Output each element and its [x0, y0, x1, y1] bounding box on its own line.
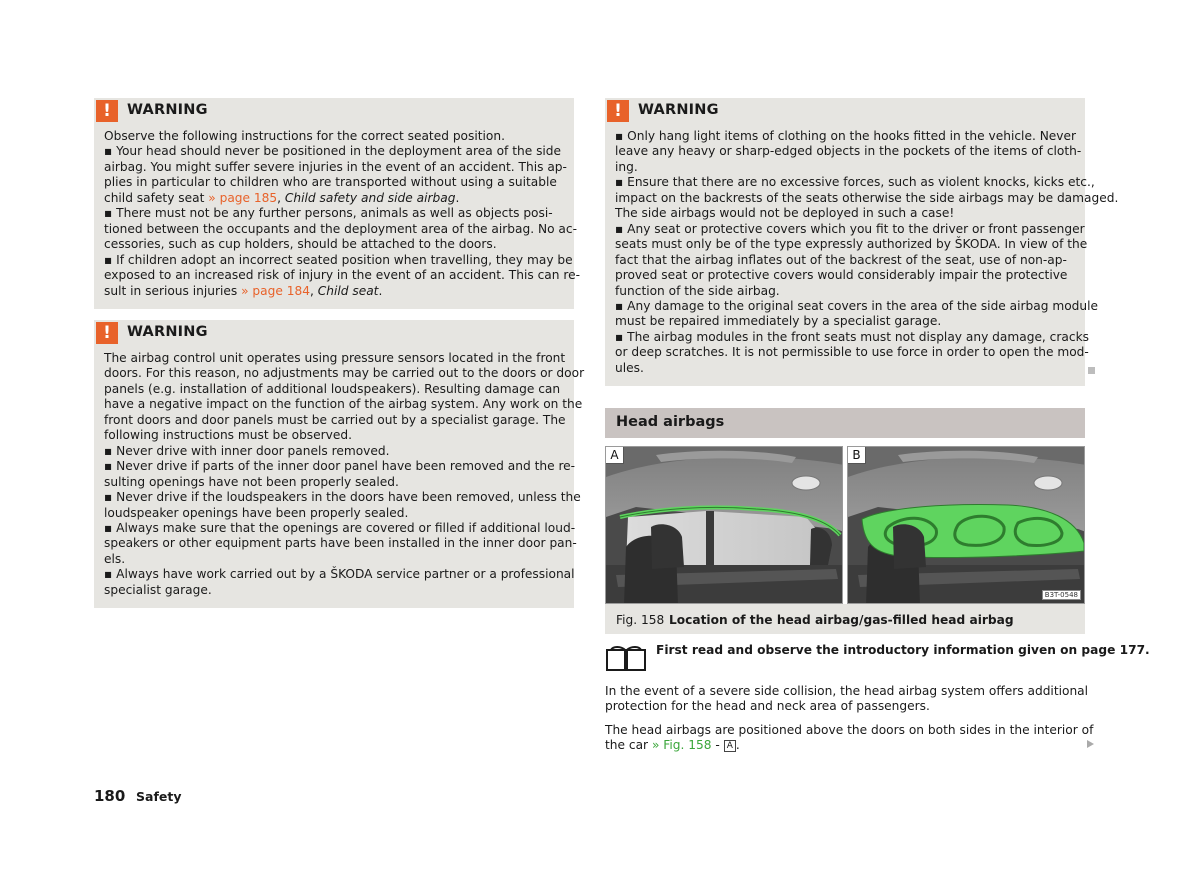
section-reference: Child seat	[317, 283, 379, 298]
text-segment: fact that the airbag inflates out of the backrest of the seat, use of non-ap-	[615, 252, 1067, 267]
text-line	[104, 129, 564, 144]
text-line	[104, 506, 564, 521]
figure-158	[605, 446, 1085, 604]
text-segment: speakers or other equipment parts have been installed in the inner door pan-	[104, 536, 577, 551]
text-line	[104, 268, 580, 283]
text-segment: The airbag control unit operates using pressure sensors located in the front	[104, 351, 566, 365]
warning-box-seated-position	[94, 98, 580, 309]
text-segment: airbag. You might suffer severe injuries in the event of an accident. This ap-	[104, 159, 567, 174]
text-line	[104, 159, 567, 175]
warning-header	[94, 320, 574, 346]
page-link[interactable]: » page 184	[241, 283, 310, 298]
text-segment: specialist garage.	[104, 582, 212, 597]
warning-box-side-airbag	[605, 98, 1119, 386]
text-segment: must be repaired immediately by a specialist garage.	[615, 314, 942, 329]
text-line	[615, 221, 1085, 237]
page-number: 180	[94, 787, 126, 805]
warning-title: WARNING	[638, 102, 719, 118]
text-segment: or deep scratches. It is not permissible to use force in order to open the mod-	[615, 345, 1089, 360]
text-segment: ▪ The airbag modules in the front seats must not display any damage, cracks	[615, 329, 1089, 344]
text-segment: Observe the following instructions for the correct seated position.	[104, 129, 505, 143]
text-line: The head airbags are positioned above the doors on both sides in the interior of	[605, 723, 1094, 737]
text-segment: doors. For this reason, no adjustments may be carried out to the doors or door	[104, 366, 585, 381]
text-line	[104, 221, 577, 237]
text-line	[615, 298, 1099, 314]
text-line: protection for the head and neck area of passengers.	[605, 699, 930, 714]
text-segment: ▪ Always make sure that the openings are covered or filled if additional loud-	[104, 520, 576, 535]
figure-panel-b	[847, 446, 1085, 604]
text-line	[104, 252, 573, 268]
text-segment: ▪ Any damage to the original seat covers in the area of the side airbag module	[615, 298, 1099, 313]
text-segment: .	[378, 283, 383, 298]
text-line	[104, 397, 583, 412]
figure-code: B3T-0548	[1042, 590, 1081, 600]
text-line	[104, 175, 564, 190]
paragraph-head-airbag-protection	[605, 684, 1089, 715]
warning-body	[104, 129, 580, 299]
section-reference: Child safety and side airbag	[284, 190, 456, 205]
text-segment: front doors and door panels must be carried out by a specialist garage. The	[104, 412, 566, 427]
text-segment: els.	[104, 551, 126, 566]
text-segment: ing.	[615, 159, 638, 174]
text-line: In the event of a severe side collision, the head airbag system offers additional	[605, 684, 1089, 698]
text-segment: ▪ Your head should never be positioned in the deployment area of the side	[104, 144, 562, 159]
end-square-icon	[1088, 367, 1095, 374]
text-line	[615, 361, 1075, 376]
text-segment: ,	[277, 190, 285, 205]
text-line	[104, 428, 564, 443]
text-line	[104, 567, 575, 582]
warning-title: WARNING	[127, 324, 208, 340]
text-segment: seats must only be of the type expressly authorized by ŠKODA. In view of the	[615, 237, 1088, 252]
exclamation-icon: !	[96, 322, 118, 344]
text-segment: ules.	[615, 360, 644, 375]
text-line	[615, 144, 1082, 159]
warning-header	[605, 98, 1085, 124]
text-segment: The side airbags would not be deployed in such a case!	[615, 206, 955, 221]
text-segment: ,	[310, 283, 318, 298]
text-line	[104, 475, 564, 490]
figure-label-b: B	[848, 447, 866, 464]
text-segment: child safety seat	[104, 190, 209, 205]
text-segment: sulting openings have not been properly sealed.	[104, 474, 399, 489]
text-line	[104, 237, 564, 252]
text-segment: the car	[605, 738, 652, 753]
warning-header	[94, 98, 574, 124]
text-line	[104, 459, 576, 474]
read-first-note	[605, 642, 1150, 674]
read-first-text: First read and observe the introductory information given on page 177.	[656, 643, 1150, 657]
text-segment: ▪ Any seat or protective covers which you fit to the driver or front passenger	[615, 221, 1085, 236]
text-line	[104, 444, 564, 459]
text-line	[104, 552, 564, 567]
text-line	[615, 237, 1088, 252]
text-segment: ▪ Ensure that there are no excessive forces, such as violent knocks, kicks etc.,	[615, 175, 1095, 190]
text-segment: following instructions must be observed.	[104, 428, 352, 443]
text-segment: plies in particular to children who are transported without using a suitable	[104, 175, 557, 190]
warning-body	[615, 129, 1119, 376]
text-segment: tioned between the occupants and the deployment area of the airbag. No ac-	[104, 221, 577, 236]
text-line	[615, 175, 1095, 190]
text-line	[615, 268, 1075, 283]
text-segment: ▪ Always have work carried out by a ŠKODA service partner or a professional	[104, 567, 575, 582]
text-line	[104, 144, 564, 159]
text-line	[615, 253, 1075, 268]
text-line	[615, 284, 1075, 299]
text-segment: proved seat or protective covers would considerably impair the protective	[615, 268, 1068, 283]
text-segment: .	[455, 190, 460, 205]
section-header	[605, 408, 1085, 438]
warning-title: WARNING	[127, 102, 208, 118]
text-segment: -	[711, 738, 724, 753]
text-segment: .	[735, 738, 740, 753]
text-line	[615, 129, 1075, 144]
text-segment: ▪ Never drive if parts of the inner door panel have been removed and the re-	[104, 459, 576, 474]
page-section: Safety	[136, 789, 182, 804]
figure-label-a: A	[606, 447, 624, 464]
figure-caption-text: Location of the head airbag/gas-filled head airbag	[669, 613, 1014, 627]
text-line	[104, 520, 576, 536]
text-line	[104, 490, 581, 505]
exclamation-icon: !	[607, 100, 629, 122]
text-line	[104, 413, 564, 428]
text-segment: impact on the backrests of the seats otherwise the side airbags may be damaged.	[615, 190, 1119, 205]
car-interior-illustration-a	[606, 447, 843, 604]
text-line	[104, 583, 564, 598]
text-line	[605, 738, 1085, 753]
text-segment: loudspeaker openings have been properly sealed.	[104, 505, 409, 520]
text-line	[104, 382, 564, 397]
figure-caption	[605, 604, 1085, 634]
text-line	[104, 284, 564, 299]
text-segment: ▪ Never drive with inner door panels removed.	[104, 443, 390, 458]
warning-body	[104, 351, 585, 598]
page-link[interactable]: » page 185	[208, 190, 278, 205]
text-line	[104, 191, 564, 206]
text-segment: leave any heavy or sharp-edged objects in the pockets of the items of cloth-	[615, 144, 1082, 159]
book-icon	[605, 644, 647, 672]
text-segment: ▪ If children adopt an incorrect seated position when travelling, they may be	[104, 252, 573, 267]
text-segment: sult in serious injuries	[104, 283, 242, 298]
text-line	[104, 536, 577, 551]
text-line	[615, 314, 1075, 329]
text-segment: panels (e.g. installation of additional loudspeakers). Resulting damage can	[104, 381, 561, 396]
text-segment: have a negative impact on the function of the airbag system. Any work on the	[104, 397, 583, 412]
figure-number: Fig. 158	[616, 613, 665, 627]
exclamation-icon: !	[96, 100, 118, 122]
car-interior-illustration-b	[848, 447, 1085, 604]
section-title: Head airbags	[616, 414, 725, 430]
figure-ref-a: A	[724, 740, 736, 752]
text-segment: ▪ There must not be any further persons, animals as well as objects posi-	[104, 206, 553, 221]
arrow-right-icon	[1087, 740, 1094, 748]
figure-link[interactable]: » Fig. 158	[651, 738, 712, 753]
text-segment: cessories, such as cup holders, should be attached to the doors.	[104, 237, 497, 252]
warning-box-control-unit	[94, 320, 585, 608]
text-line	[615, 160, 1075, 175]
text-line	[104, 351, 564, 366]
text-line	[615, 190, 1119, 206]
text-segment: exposed to an increased risk of injury in the event of an accident. This can re-	[104, 268, 580, 283]
text-segment: ▪ Never drive if the loudspeakers in the doors have been removed, unless the	[104, 490, 581, 505]
paragraph-head-airbag-location	[605, 723, 1094, 754]
text-segment: function of the side airbag.	[615, 283, 780, 298]
text-line	[615, 329, 1089, 345]
figure-panel-a	[605, 446, 843, 604]
text-line	[104, 206, 564, 221]
text-line	[615, 345, 1089, 360]
text-line	[615, 206, 1075, 221]
text-line	[104, 366, 585, 381]
text-segment: ▪ Only hang light items of clothing on the hooks fitted in the vehicle. Never	[615, 129, 1077, 143]
